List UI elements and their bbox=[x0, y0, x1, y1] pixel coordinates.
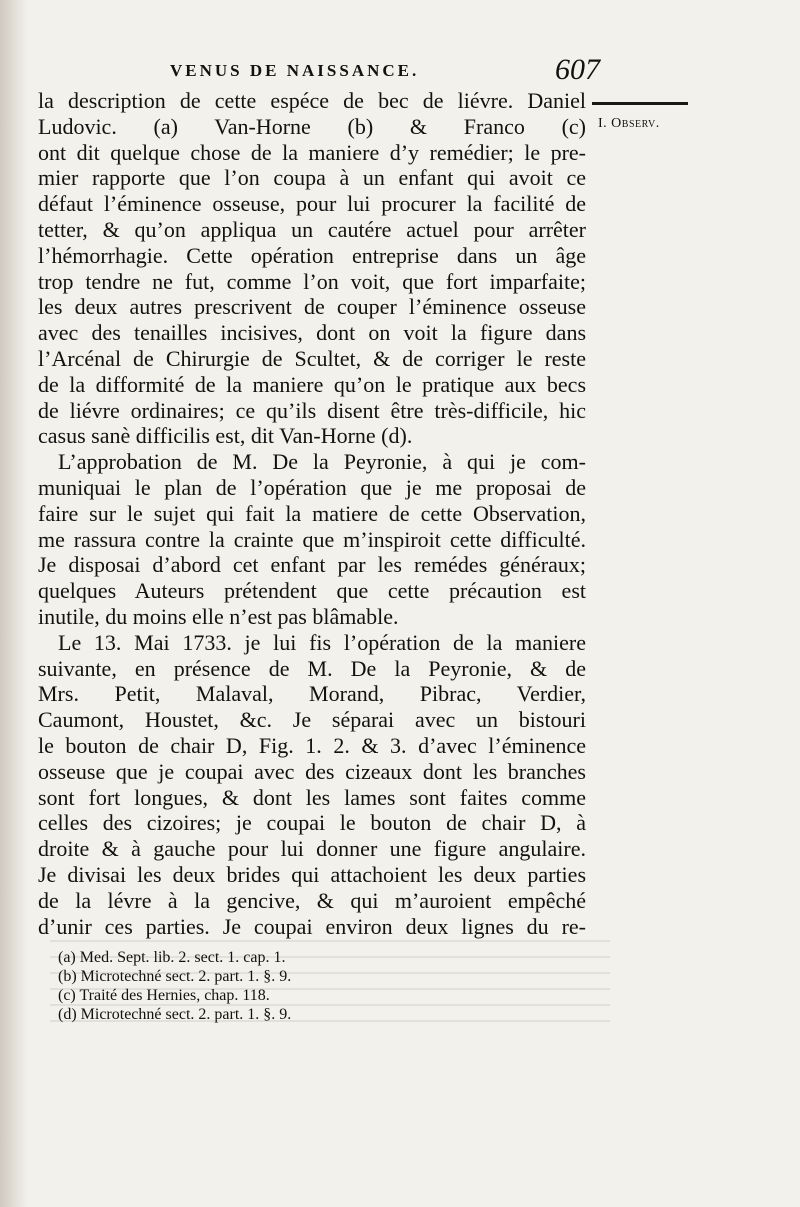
text-line: inutile, du moins elle n’est pas blâmable. bbox=[38, 603, 399, 629]
text-line: Je disposai d’abord cet enfant par les remédes généraux; bbox=[38, 552, 586, 578]
paragraph-start-line: Le 13. Mai 1733. je lui fis l’opération de la maniere bbox=[58, 629, 586, 655]
text-line: l’Arcénal de Chirurgie de Scultet, & de corriger le reste bbox=[38, 345, 586, 371]
text-line: casus sanè difficilis est, dit Van-Horne (d). bbox=[38, 423, 413, 449]
text-line: les deux autres prescrivent de couper l’éminence osseuse bbox=[38, 294, 586, 320]
text-line: sont fort longues, & dont les lames sont faites comme bbox=[38, 784, 586, 810]
text-line: me rassura contre la crainte que m’inspiroit cette difficulté. bbox=[38, 526, 586, 552]
text-line: suivante, en présence de M. De la Peyronie, & de bbox=[38, 655, 586, 681]
text-line: ont dit quelque chose de la maniere d’y remédier; le pre- bbox=[38, 139, 586, 165]
footnote: (a) Med. Sept. lib. 2. sect. 1. cap. 1. bbox=[58, 949, 286, 966]
text-line: tetter, & qu’on appliqua un cautére actuel pour arrêter bbox=[38, 216, 586, 242]
footnote: (c) Traité des Hernies, chap. 118. bbox=[58, 987, 270, 1004]
text-line: Caumont, Houstet, &c. Je séparai avec un bistouri bbox=[38, 707, 586, 733]
text-line: osseuse que je coupai avec des cizeaux dont les branches bbox=[38, 758, 586, 784]
paragraph-start-line: L’approbation de M. De la Peyronie, à qui je com- bbox=[58, 449, 586, 475]
footnotes bbox=[58, 948, 558, 1024]
running-title: VENUS DE NAISSANCE. bbox=[170, 61, 420, 80]
margin-note: I. Observ. bbox=[598, 116, 660, 131]
text-line: faire sur le sujet qui fait la matiere de cette Observation, bbox=[38, 500, 586, 526]
text-line: droite & à gauche pour lui donner une figure angulaire. bbox=[38, 836, 586, 862]
text-line: la description de cette espéce de bec de liévre. Daniel bbox=[38, 88, 586, 113]
body-text bbox=[38, 88, 586, 939]
text-line: quelques Auteurs prétendent que cette précaution est bbox=[38, 578, 586, 604]
text-line: l’hémorrhagie. Cette opération entreprise dans un âge bbox=[38, 242, 586, 268]
text-line: Mrs. Petit, Malaval, Morand, Pibrac, Verdier, bbox=[38, 681, 586, 707]
text-line: mier rapporte que l’on coupa à un enfant qui avoit ce bbox=[38, 165, 586, 191]
text-line: le bouton de chair D, Fig. 1. 2. & 3. d’avec l’éminence bbox=[38, 732, 586, 758]
text-line: celles des cizoires; je coupai le bouton de chair D, à bbox=[38, 810, 586, 836]
text-line: de la lévre à la gencive, & qui m’auroient empêché bbox=[38, 887, 586, 913]
footnote: (d) Microtechné sect. 2. part. 1. §. 9. bbox=[58, 1006, 292, 1023]
text-line: défaut l’éminence osseuse, pour lui procurer la facilité de bbox=[38, 191, 586, 217]
text-line: avec des tenailles incisives, dont on voit la figure dans bbox=[38, 320, 586, 346]
footnote: (b) Microtechné sect. 2. part. 1. §. 9. bbox=[58, 968, 292, 985]
text-line: d’unir ces parties. Je coupai environ deux lignes du re- bbox=[38, 913, 586, 939]
gutter-shadow bbox=[0, 0, 28, 1207]
margin-rule bbox=[592, 102, 688, 105]
text-line: Ludovic. (a) Van-Horne (b) & Franco (c) bbox=[38, 113, 586, 139]
page-number: 607 bbox=[555, 53, 600, 86]
text-line: muniquai le plan de l’opération que je me proposai de bbox=[38, 474, 586, 500]
text-line: de la difformité de la maniere qu’on le pratique aux becs bbox=[38, 371, 586, 397]
text-line: de liévre ordinaires; ce qu’ils disent être très-difficile, hic bbox=[38, 397, 586, 423]
text-line: Je divisai les deux brides qui attachoient les deux parties bbox=[38, 861, 586, 887]
text-line: trop tendre ne fut, comme l’on voit, que fort imparfaite; bbox=[38, 268, 586, 294]
